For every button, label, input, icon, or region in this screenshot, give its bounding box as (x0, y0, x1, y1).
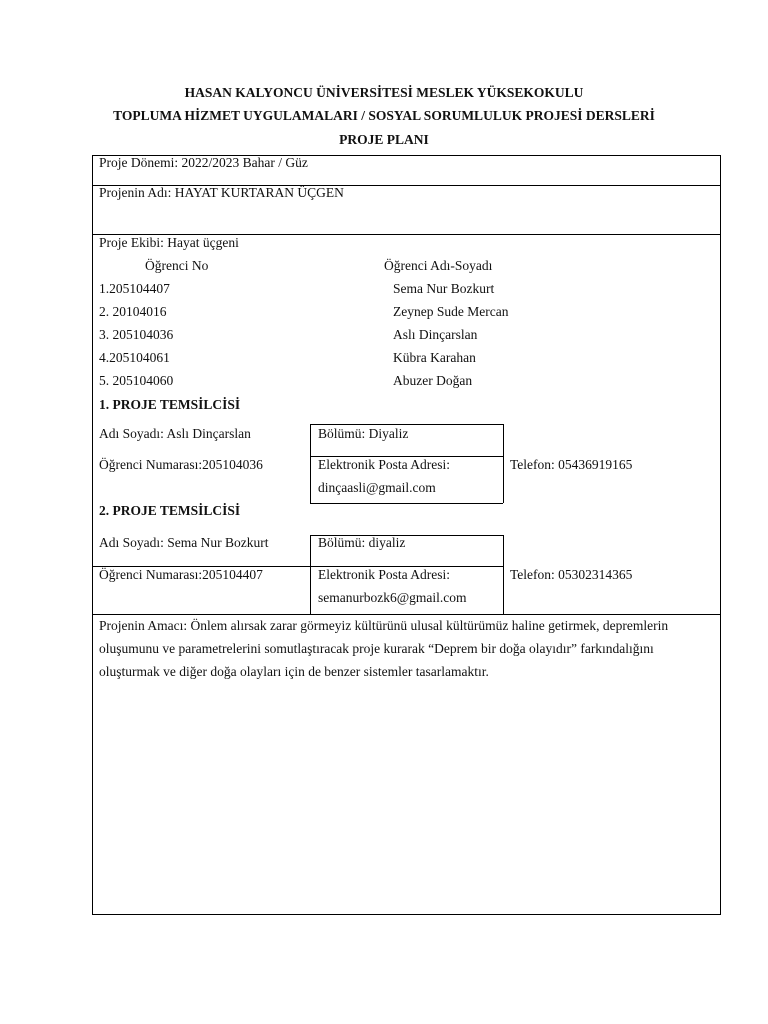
rep1-department: Bölümü: Diyaliz (318, 426, 409, 441)
table-border-right (720, 155, 721, 915)
student-no-header: Öğrenci No (145, 258, 209, 273)
rep1-student-number: Öğrenci Numarası:205104036 (99, 457, 263, 472)
rep1-box-left (310, 424, 311, 503)
student-name: Kübra Karahan (393, 350, 476, 365)
student-name: Aslı Dinçarslan (393, 327, 478, 342)
project-team: Proje Ekibi: Hayat üçgeni (99, 235, 239, 250)
student-no: 2. 20104016 (99, 304, 167, 319)
project-purpose: Projenin Amacı: Önlem alırsak zarar görmeyiz kültürünü ulusal kültürümüz haline getirmek, depremlerin oluşumunu ve parametrelerini somutlaştıracak proje kurarak “Deprem bir doğa olayıdır” farkındalığını oluşturmak ve diğer doğa olayları için de benzer sistemler tasarlamaktır. (99, 618, 669, 679)
rep1-box-bottom (310, 503, 503, 504)
student-name-header: Öğrenci Adı-Soyadı (384, 258, 493, 273)
rep1-email: dinçaasli@gmail.com (318, 480, 436, 495)
rep1-email-label: Elektronik Posta Adresi: (318, 457, 450, 472)
student-name: Abuzer Doğan (393, 373, 473, 388)
rep2-box-left (310, 535, 311, 614)
rep2-email-label: Elektronik Posta Adresi: (318, 567, 450, 582)
document-heading-university: HASAN KALYONCU ÜNİVERSİTESİ MESLEK YÜKSEKOKULU (184, 85, 584, 100)
rep1-phone: Telefon: 05436919165 (510, 457, 633, 472)
student-no: 4.205104061 (99, 350, 170, 365)
student-no: 5. 205104060 (99, 373, 174, 388)
rep2-box-right (503, 535, 504, 614)
rep1-title: 1. PROJE TEMSİLCİSİ (99, 397, 241, 412)
rep2-title: 2. PROJE TEMSİLCİSİ (99, 503, 241, 518)
rep2-phone: Telefon: 05302314365 (510, 567, 633, 582)
document-heading-title: PROJE PLANI (339, 132, 429, 147)
rep2-email: semanurbozk6@gmail.com (318, 590, 467, 605)
student-no: 3. 205104036 (99, 327, 174, 342)
student-name: Sema Nur Bozkurt (393, 281, 495, 296)
student-no: 1.205104407 (99, 281, 170, 296)
rep1-box-right (503, 424, 504, 503)
table-border-bottom (92, 914, 720, 915)
project-name: Projenin Adı: HAYAT KURTARAN ÜÇGEN (99, 185, 344, 200)
rep1-name: Adı Soyadı: Aslı Dinçarslan (99, 426, 251, 441)
rep2-department: Bölümü: diyaliz (318, 535, 406, 550)
student-name: Zeynep Sude Mercan (393, 304, 509, 319)
project-term: Proje Dönemi: 2022/2023 Bahar / Güz (99, 155, 308, 170)
rep2-student-number: Öğrenci Numarası:205104407 (99, 567, 263, 582)
document-heading-course: TOPLUMA HİZMET UYGULAMALARI / SOSYAL SORUMLULUK PROJESİ DERSLERİ (113, 108, 655, 123)
rep2-name: Adı Soyadı: Sema Nur Bozkurt (99, 535, 269, 550)
table-border-left (92, 155, 93, 915)
rep1-box-top (310, 424, 503, 425)
